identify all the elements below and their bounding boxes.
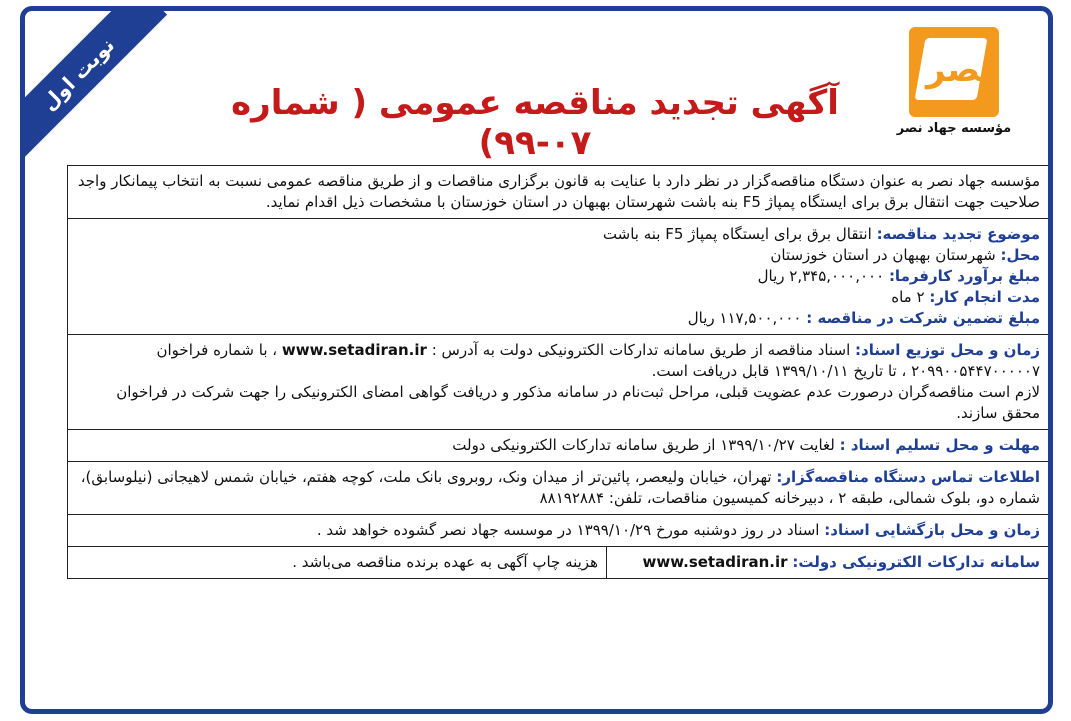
contact-value: تهران، خیابان ولیعصر، پائین‌تر از میدان ونک، روبروی بانک ملت، کوچه هفتم، خیابان شمس لاهیجانی (نیلوسابق)، شماره دو، بلوک شمالی، طبقه ۲ ، دبیرخانه کمیسیون مناقصات، تلفن: ۸۸۱۹۲۸۸۴ <box>80 468 1040 507</box>
estimate-label: مبلغ برآورد کارفرما: <box>888 267 1040 285</box>
guarantee-value: ۱۱۷,۵۰۰,۰۰۰ ریال <box>687 309 802 327</box>
footer-section <box>68 547 1048 578</box>
opening-value: اسناد در روز دوشنبه مورخ ۱۳۹۹/۱۰/۲۹ در موسسه جهاد نصر گشوده خواهد شد . <box>316 521 820 539</box>
duration-value: ۲ ماه <box>891 288 925 306</box>
portal-url-link[interactable]: www.setadiran.ir <box>642 553 788 571</box>
cost-note: هزینه چاپ آگهی به عهده برنده مناقصه می‌باشد . <box>292 553 598 571</box>
distribution-label: زمان و محل توزیع اسناد: <box>855 341 1040 359</box>
intro-section <box>68 166 1048 219</box>
duration-row <box>76 287 1040 308</box>
portal-label: سامانه تدارکات الکترونیکی دولت: <box>792 553 1040 571</box>
duration-label: مدت انجام کار: <box>929 288 1040 306</box>
location-value: شهرستان بهبهان در استان خوزستان <box>770 246 996 264</box>
first-notice-badge: نوبت اول <box>25 11 167 163</box>
details-section <box>68 219 1048 335</box>
logo-caption: مؤسسه جهاد نصر <box>896 121 1012 136</box>
distribution-text-2: ، با شماره فراخوان ۲۰۹۹۰۰۵۴۴۷۰۰۰۰۰۷ ، تا تاریخ ۱۳۹۹/۱۰/۱۱ قابل دریافت است. <box>156 341 1040 380</box>
location-label: محل: <box>1000 246 1040 264</box>
deadline-value: لغایت ۱۳۹۹/۱۰/۲۷ از طریق سامانه تدارکات الکترونیکی دولت <box>452 436 835 454</box>
portal-cell <box>606 547 1048 578</box>
guarantee-label: مبلغ تضمین شرکت در مناقصه : <box>806 309 1040 327</box>
deadline-section <box>68 430 1048 462</box>
notice-body <box>67 165 1049 579</box>
logo-mark <box>909 27 999 117</box>
estimate-row <box>76 266 1040 287</box>
guarantee-row <box>76 308 1040 329</box>
distribution-text: اسناد مناقصه از طریق سامانه تدارکات الکترونیکی دولت به آدرس : <box>431 341 851 359</box>
logo-glyph: نصر <box>926 50 994 90</box>
badge-corner <box>25 11 185 171</box>
subject-row <box>76 224 1040 245</box>
organization-logo <box>896 27 1012 136</box>
cost-note-cell <box>68 547 606 578</box>
contact-section <box>68 462 1048 515</box>
subject-label: موضوع تجدید مناقصه: <box>876 225 1040 243</box>
contact-label: اطلاعات تماس دستگاه مناقصه‌گزار: <box>776 468 1040 486</box>
estimate-value: ۲,۳۴۵,۰۰۰,۰۰۰ ریال <box>757 267 885 285</box>
deadline-label: مهلت و محل تسلیم اسناد : <box>839 436 1040 454</box>
opening-label: زمان و محل بازگشایی اسناد: <box>824 521 1040 539</box>
intro-text: مؤسسه جهاد نصر به عنوان دستگاه مناقصه‌گزار در نظر دارد با عنایت به قانون برگزاری مناقصات و از طریق مناقصه عمومی نسبت به انتخاب پیمانکار واجد صلاحیت جهت انتقال برق برای ایستگاه پمپاژ F5 بنه باشت شهرستان بهبهان در استان خوزستان با مشخصات ذیل اقدام نماید. <box>77 172 1040 211</box>
registration-note: لازم است مناقصه‌گران درصورت عدم عضویت قبلی، مراحل ثبت‌نام در سامانه مذکور و دریافت گواهی امضای الکترونیکی را جهت شرکت در فراخوان محقق سازند. <box>116 383 1040 422</box>
notice-title: آگهی تجدید مناقصه عمومی ( شماره ۰۷-۹۹) <box>231 83 839 163</box>
subject-value: انتقال برق برای ایستگاه پمپاژ F5 بنه باشت <box>602 225 872 243</box>
distribution-url-link[interactable]: www.setadiran.ir <box>281 341 427 359</box>
distribution-section <box>68 335 1048 430</box>
notice-frame <box>20 6 1053 714</box>
location-row <box>76 245 1040 266</box>
opening-section <box>68 515 1048 547</box>
